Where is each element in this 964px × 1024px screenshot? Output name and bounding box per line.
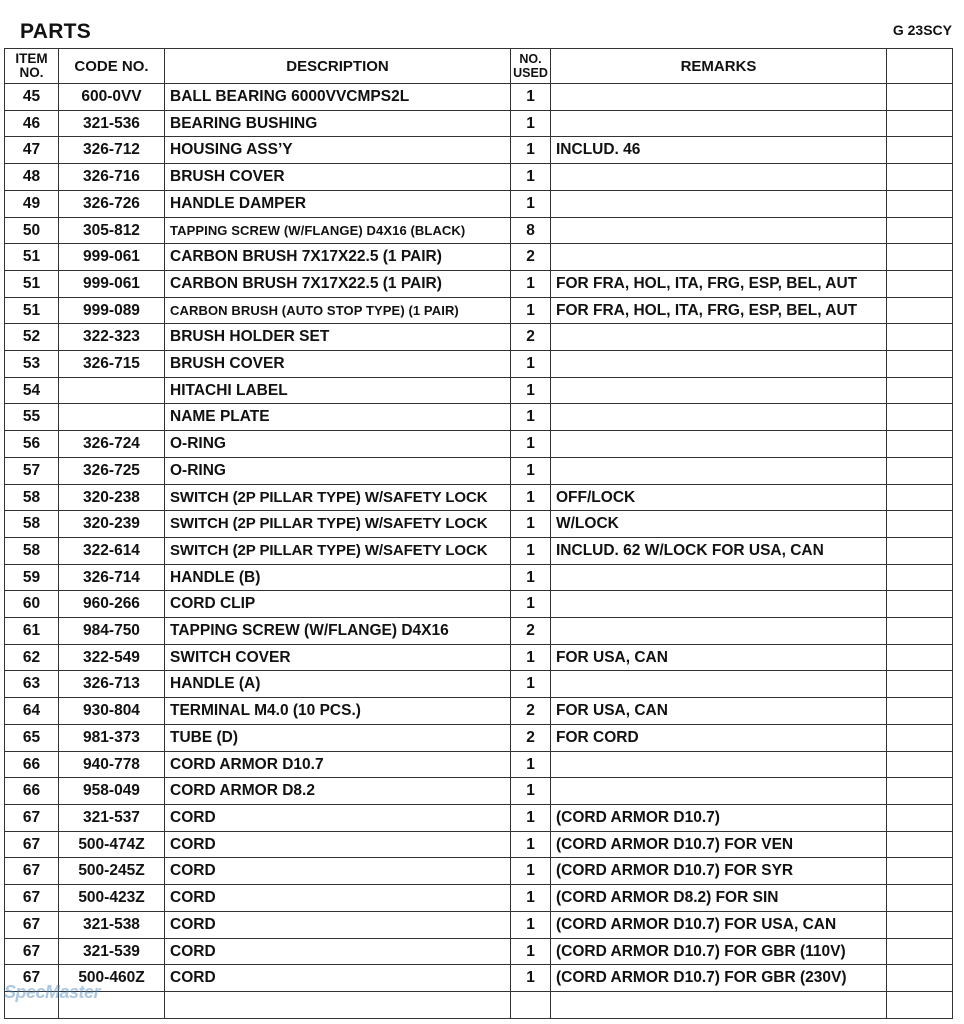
- item-no-cell: 67: [5, 804, 59, 831]
- code-no-cell: 322-323: [59, 324, 165, 351]
- remarks-cell: FOR CORD: [551, 724, 887, 751]
- no-used-cell: 1: [511, 831, 551, 858]
- no-used-cell: 1: [511, 190, 551, 217]
- no-used-cell: 1: [511, 591, 551, 618]
- description-cell: CORD: [165, 858, 511, 885]
- no-used-cell: 1: [511, 564, 551, 591]
- table-row: [5, 84, 953, 111]
- description-cell: TERMINAL M4.0 (10 PCS.): [165, 698, 511, 725]
- description-cell: BEARING BUSHING: [165, 110, 511, 137]
- table-row: [5, 618, 953, 645]
- table-row: [5, 457, 953, 484]
- no-used-cell: 1: [511, 484, 551, 511]
- no-used-cell: 1: [511, 164, 551, 191]
- code-no-cell: 326-715: [59, 351, 165, 378]
- item-no-cell: 50: [5, 217, 59, 244]
- item-no-cell: 46: [5, 110, 59, 137]
- remarks-cell: [551, 351, 887, 378]
- description-cell: CORD ARMOR D10.7: [165, 751, 511, 778]
- item-no-cell: 63: [5, 671, 59, 698]
- table-row: [5, 965, 953, 992]
- item-no-cell: 51: [5, 244, 59, 271]
- remarks-cell: FOR FRA, HOL, ITA, FRG, ESP, BEL, AUT: [551, 297, 887, 324]
- table-row: [5, 324, 953, 351]
- remarks-cell: INCLUD. 46: [551, 137, 887, 164]
- col-header-extra: [887, 49, 953, 84]
- table-row: [5, 831, 953, 858]
- item-no-cell: 55: [5, 404, 59, 431]
- extra-cell: [887, 164, 953, 191]
- no-used-cell: 2: [511, 724, 551, 751]
- extra-cell: [887, 217, 953, 244]
- table-row: [5, 164, 953, 191]
- description-cell: HANDLE DAMPER: [165, 190, 511, 217]
- description-cell: CORD: [165, 885, 511, 912]
- extra-cell: [887, 297, 953, 324]
- no-used-cell: [511, 991, 551, 1018]
- extra-cell: [887, 698, 953, 725]
- code-no-cell: [59, 377, 165, 404]
- code-no-cell: 326-712: [59, 137, 165, 164]
- item-no-cell: 47: [5, 137, 59, 164]
- col-header-description: DESCRIPTION: [165, 49, 511, 84]
- no-used-cell: 1: [511, 965, 551, 992]
- code-no-cell: 320-238: [59, 484, 165, 511]
- description-cell: TAPPING SCREW (W/FLANGE) D4X16: [165, 618, 511, 645]
- item-no-cell: 57: [5, 457, 59, 484]
- table-row: [5, 858, 953, 885]
- no-used-cell: 2: [511, 244, 551, 271]
- table-row: [5, 431, 953, 458]
- no-used-cell: 1: [511, 911, 551, 938]
- table-row: [5, 751, 953, 778]
- extra-cell: [887, 537, 953, 564]
- no-used-cell: 1: [511, 377, 551, 404]
- table-row: [5, 591, 953, 618]
- description-cell: CARBON BRUSH (AUTO STOP TYPE) (1 PAIR): [165, 297, 511, 324]
- item-no-cell: 67: [5, 885, 59, 912]
- remarks-cell: (CORD ARMOR D10.7) FOR GBR (230V): [551, 965, 887, 992]
- no-used-cell: 1: [511, 404, 551, 431]
- no-used-cell: 1: [511, 297, 551, 324]
- extra-cell: [887, 831, 953, 858]
- description-cell: O-RING: [165, 457, 511, 484]
- item-no-cell: 52: [5, 324, 59, 351]
- no-used-cell: 1: [511, 751, 551, 778]
- item-no-cell: 58: [5, 537, 59, 564]
- table-row: [5, 537, 953, 564]
- item-no-cell: 51: [5, 270, 59, 297]
- no-used-cell: 1: [511, 885, 551, 912]
- remarks-cell: [551, 110, 887, 137]
- code-no-cell: 326-714: [59, 564, 165, 591]
- description-cell: HANDLE (B): [165, 564, 511, 591]
- code-no-cell: 322-614: [59, 537, 165, 564]
- no-used-cell: 1: [511, 644, 551, 671]
- remarks-cell: FOR FRA, HOL, ITA, FRG, ESP, BEL, AUT: [551, 270, 887, 297]
- extra-cell: [887, 564, 953, 591]
- table-row: [5, 484, 953, 511]
- table-row: [5, 351, 953, 378]
- code-no-cell: 500-245Z: [59, 858, 165, 885]
- code-no-cell: 999-061: [59, 270, 165, 297]
- table-row: [5, 217, 953, 244]
- item-no-cell: 48: [5, 164, 59, 191]
- extra-cell: [887, 911, 953, 938]
- no-used-cell: 2: [511, 698, 551, 725]
- remarks-cell: [551, 991, 887, 1018]
- extra-cell: [887, 404, 953, 431]
- item-no-cell: 67: [5, 911, 59, 938]
- remarks-cell: INCLUD. 62 W/LOCK FOR USA, CAN: [551, 537, 887, 564]
- item-no-cell: 60: [5, 591, 59, 618]
- extra-cell: [887, 351, 953, 378]
- extra-cell: [887, 804, 953, 831]
- no-used-cell: 1: [511, 778, 551, 805]
- extra-cell: [887, 244, 953, 271]
- description-cell: HOUSING ASS’Y: [165, 137, 511, 164]
- description-cell: BRUSH COVER: [165, 164, 511, 191]
- extra-cell: [887, 991, 953, 1018]
- remarks-cell: OFF/LOCK: [551, 484, 887, 511]
- item-no-cell: 67: [5, 831, 59, 858]
- code-no-cell: 600-0VV: [59, 84, 165, 111]
- description-cell: CORD: [165, 911, 511, 938]
- description-cell: [165, 991, 511, 1018]
- description-cell: SWITCH (2P PILLAR TYPE) W/SAFETY LOCK: [165, 484, 511, 511]
- table-row: [5, 511, 953, 538]
- description-cell: BRUSH HOLDER SET: [165, 324, 511, 351]
- extra-cell: [887, 457, 953, 484]
- table-row: [5, 698, 953, 725]
- item-no-cell: 67: [5, 965, 59, 992]
- remarks-cell: [551, 457, 887, 484]
- extra-cell: [887, 724, 953, 751]
- code-no-cell: 326-716: [59, 164, 165, 191]
- remarks-cell: [551, 217, 887, 244]
- code-no-cell: 326-724: [59, 431, 165, 458]
- remarks-cell: [551, 404, 887, 431]
- code-no-cell: 326-725: [59, 457, 165, 484]
- code-no-cell: 960-266: [59, 591, 165, 618]
- table-row: [5, 938, 953, 965]
- table-row: [5, 911, 953, 938]
- no-used-cell: 8: [511, 217, 551, 244]
- item-no-cell: 45: [5, 84, 59, 111]
- description-cell: NAME PLATE: [165, 404, 511, 431]
- code-no-cell: 500-474Z: [59, 831, 165, 858]
- remarks-cell: FOR USA, CAN: [551, 644, 887, 671]
- code-no-cell: 999-089: [59, 297, 165, 324]
- remarks-cell: [551, 751, 887, 778]
- item-no-cell: 62: [5, 644, 59, 671]
- description-cell: HITACHI LABEL: [165, 377, 511, 404]
- remarks-cell: [551, 324, 887, 351]
- description-cell: TAPPING SCREW (W/FLANGE) D4X16 (BLACK): [165, 217, 511, 244]
- code-no-cell: 326-713: [59, 671, 165, 698]
- code-no-cell: 322-549: [59, 644, 165, 671]
- description-cell: TUBE (D): [165, 724, 511, 751]
- remarks-cell: W/LOCK: [551, 511, 887, 538]
- remarks-cell: (CORD ARMOR D8.2) FOR SIN: [551, 885, 887, 912]
- table-row: [5, 270, 953, 297]
- remarks-cell: [551, 84, 887, 111]
- extra-cell: [887, 858, 953, 885]
- no-used-cell: 2: [511, 618, 551, 645]
- remarks-cell: [551, 377, 887, 404]
- extra-cell: [887, 671, 953, 698]
- extra-cell: [887, 377, 953, 404]
- description-cell: CORD: [165, 831, 511, 858]
- table-row: [5, 404, 953, 431]
- description-cell: SWITCH (2P PILLAR TYPE) W/SAFETY LOCK: [165, 511, 511, 538]
- code-no-cell: [59, 404, 165, 431]
- code-no-cell: 984-750: [59, 618, 165, 645]
- col-header-no-used: NO. USED: [511, 49, 551, 84]
- code-no-cell: 930-804: [59, 698, 165, 725]
- no-used-cell: 1: [511, 137, 551, 164]
- item-no-cell: 49: [5, 190, 59, 217]
- extra-cell: [887, 137, 953, 164]
- table-row: [5, 244, 953, 271]
- code-no-cell: 321-536: [59, 110, 165, 137]
- code-no-cell: 321-537: [59, 804, 165, 831]
- table-row: [5, 137, 953, 164]
- no-used-cell: 1: [511, 110, 551, 137]
- code-no-cell: 981-373: [59, 724, 165, 751]
- remarks-cell: [551, 164, 887, 191]
- no-used-cell: 1: [511, 431, 551, 458]
- extra-cell: [887, 110, 953, 137]
- description-cell: CORD ARMOR D8.2: [165, 778, 511, 805]
- header-row: [5, 49, 953, 84]
- item-no-cell: 56: [5, 431, 59, 458]
- no-used-cell: 1: [511, 671, 551, 698]
- table-row: [5, 804, 953, 831]
- extra-cell: [887, 431, 953, 458]
- code-no-cell: 321-539: [59, 938, 165, 965]
- item-no-cell: 67: [5, 938, 59, 965]
- remarks-cell: [551, 564, 887, 591]
- item-no-cell: 65: [5, 724, 59, 751]
- remarks-cell: [551, 244, 887, 271]
- code-no-cell: 321-538: [59, 911, 165, 938]
- remarks-cell: (CORD ARMOR D10.7) FOR SYR: [551, 858, 887, 885]
- item-no-cell: 66: [5, 778, 59, 805]
- no-used-cell: 1: [511, 804, 551, 831]
- remarks-cell: FOR USA, CAN: [551, 698, 887, 725]
- remarks-cell: [551, 671, 887, 698]
- col-header-code-no: CODE NO.: [59, 49, 165, 84]
- item-no-cell: 58: [5, 511, 59, 538]
- extra-cell: [887, 644, 953, 671]
- code-no-cell: 940-778: [59, 751, 165, 778]
- remarks-cell: (CORD ARMOR D10.7) FOR VEN: [551, 831, 887, 858]
- no-used-cell: 1: [511, 270, 551, 297]
- watermark-logo: SpecMaster: [4, 982, 101, 1002]
- code-no-cell: 958-049: [59, 778, 165, 805]
- extra-cell: [887, 84, 953, 111]
- remarks-cell: (CORD ARMOR D10.7): [551, 804, 887, 831]
- code-no-cell: 305-812: [59, 217, 165, 244]
- table-row: [5, 778, 953, 805]
- remarks-cell: [551, 431, 887, 458]
- extra-cell: [887, 965, 953, 992]
- extra-cell: [887, 778, 953, 805]
- description-cell: CARBON BRUSH 7X17X22.5 (1 PAIR): [165, 270, 511, 297]
- table-row: [5, 671, 953, 698]
- no-used-cell: 1: [511, 938, 551, 965]
- no-used-cell: 1: [511, 537, 551, 564]
- table-row: [5, 297, 953, 324]
- col-header-item-no: ITEM NO.: [5, 49, 59, 84]
- description-cell: CORD: [165, 965, 511, 992]
- page-title: PARTS: [20, 20, 92, 43]
- description-cell: CORD: [165, 804, 511, 831]
- item-no-cell: 67: [5, 858, 59, 885]
- extra-cell: [887, 484, 953, 511]
- no-used-cell: 1: [511, 511, 551, 538]
- remarks-cell: [551, 190, 887, 217]
- extra-cell: [887, 938, 953, 965]
- table-row: [5, 991, 953, 1018]
- item-no-cell: 51: [5, 297, 59, 324]
- item-no-cell: 54: [5, 377, 59, 404]
- description-cell: O-RING: [165, 431, 511, 458]
- remarks-cell: [551, 591, 887, 618]
- table-row: [5, 724, 953, 751]
- parts-table: [4, 48, 953, 1019]
- no-used-cell: 1: [511, 351, 551, 378]
- extra-cell: [887, 270, 953, 297]
- description-cell: BALL BEARING 6000VVCMPS2L: [165, 84, 511, 111]
- code-no-cell: 500-460Z: [59, 965, 165, 992]
- description-cell: CARBON BRUSH 7X17X22.5 (1 PAIR): [165, 244, 511, 271]
- table-row: [5, 564, 953, 591]
- item-no-cell: 66: [5, 751, 59, 778]
- description-cell: CORD CLIP: [165, 591, 511, 618]
- item-no-cell: 64: [5, 698, 59, 725]
- extra-cell: [887, 885, 953, 912]
- model-number: G 23SCY: [892, 22, 952, 38]
- table-row: [5, 110, 953, 137]
- no-used-cell: 1: [511, 858, 551, 885]
- no-used-cell: 1: [511, 84, 551, 111]
- remarks-cell: [551, 618, 887, 645]
- description-cell: SWITCH COVER: [165, 644, 511, 671]
- table-row: [5, 885, 953, 912]
- extra-cell: [887, 591, 953, 618]
- description-cell: CORD: [165, 938, 511, 965]
- item-no-cell: 53: [5, 351, 59, 378]
- extra-cell: [887, 190, 953, 217]
- code-no-cell: 500-423Z: [59, 885, 165, 912]
- extra-cell: [887, 618, 953, 645]
- item-no-cell: 61: [5, 618, 59, 645]
- code-no-cell: 999-061: [59, 244, 165, 271]
- extra-cell: [887, 751, 953, 778]
- remarks-cell: [551, 778, 887, 805]
- description-cell: HANDLE (A): [165, 671, 511, 698]
- table-row: [5, 377, 953, 404]
- remarks-cell: (CORD ARMOR D10.7) FOR USA, CAN: [551, 911, 887, 938]
- remarks-cell: (CORD ARMOR D10.7) FOR GBR (110V): [551, 938, 887, 965]
- item-no-cell: 59: [5, 564, 59, 591]
- extra-cell: [887, 511, 953, 538]
- code-no-cell: 326-726: [59, 190, 165, 217]
- item-no-cell: 58: [5, 484, 59, 511]
- table-row: [5, 644, 953, 671]
- table-row: [5, 190, 953, 217]
- description-cell: BRUSH COVER: [165, 351, 511, 378]
- no-used-cell: 1: [511, 457, 551, 484]
- extra-cell: [887, 324, 953, 351]
- description-cell: SWITCH (2P PILLAR TYPE) W/SAFETY LOCK: [165, 537, 511, 564]
- no-used-cell: 2: [511, 324, 551, 351]
- code-no-cell: 320-239: [59, 511, 165, 538]
- col-header-remarks: REMARKS: [551, 49, 887, 84]
